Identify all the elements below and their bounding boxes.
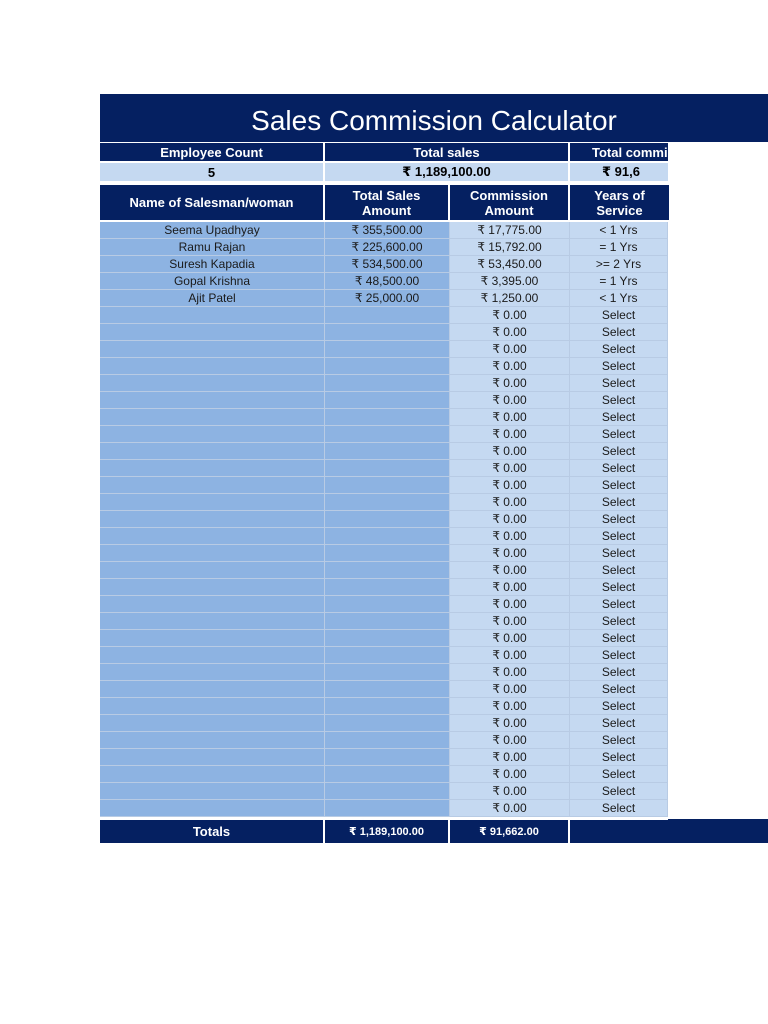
salesman-name-cell[interactable]: Ramu Rajan <box>100 239 325 256</box>
years-of-service-cell[interactable]: Select <box>570 579 668 596</box>
sales-amount-cell[interactable] <box>325 545 450 562</box>
sales-amount-cell[interactable] <box>325 358 450 375</box>
commission-amount-cell[interactable]: ₹ 0.00 <box>450 409 570 426</box>
years-of-service-cell[interactable]: Select <box>570 630 668 647</box>
table-row <box>100 460 668 477</box>
sales-amount-cell[interactable] <box>325 579 450 596</box>
commission-amount-cell[interactable]: ₹ 0.00 <box>450 698 570 715</box>
table-row <box>100 647 668 664</box>
table-row <box>100 239 668 256</box>
salesman-name-cell[interactable] <box>100 664 325 681</box>
commission-amount-cell[interactable]: ₹ 0.00 <box>450 375 570 392</box>
sales-amount-cell[interactable] <box>325 460 450 477</box>
sales-amount-cell[interactable] <box>325 494 450 511</box>
commission-amount-cell[interactable]: ₹ 0.00 <box>450 630 570 647</box>
totals-band-extension <box>668 819 768 843</box>
commission-amount-cell[interactable]: ₹ 53,450.00 <box>450 256 570 273</box>
commission-amount-cell[interactable]: ₹ 1,250.00 <box>450 290 570 307</box>
table-row <box>100 664 668 681</box>
commission-amount-cell[interactable]: ₹ 0.00 <box>450 460 570 477</box>
sales-amount-cell[interactable] <box>325 749 450 766</box>
sales-amount-cell[interactable] <box>325 307 450 324</box>
commission-amount-cell[interactable]: ₹ 0.00 <box>450 443 570 460</box>
salesman-name-cell[interactable] <box>100 307 325 324</box>
commission-amount-cell[interactable]: ₹ 0.00 <box>450 307 570 324</box>
years-of-service-cell[interactable]: Select <box>570 324 668 341</box>
commission-amount-cell[interactable]: ₹ 0.00 <box>450 341 570 358</box>
table-row <box>100 613 668 630</box>
table-row <box>100 392 668 409</box>
salesman-name-cell[interactable] <box>100 443 325 460</box>
totals-sales: ₹ 1,189,100.00 <box>325 820 448 843</box>
sales-amount-cell[interactable] <box>325 732 450 749</box>
commission-amount-cell[interactable]: ₹ 0.00 <box>450 596 570 613</box>
commission-amount-cell[interactable]: ₹ 0.00 <box>450 732 570 749</box>
years-of-service-cell[interactable]: Select <box>570 307 668 324</box>
table-row <box>100 715 668 732</box>
table-row <box>100 579 668 596</box>
years-of-service-cell[interactable]: Select <box>570 749 668 766</box>
years-of-service-cell[interactable]: Select <box>570 664 668 681</box>
salesman-name-cell[interactable] <box>100 732 325 749</box>
salesman-name-cell[interactable] <box>100 681 325 698</box>
salesman-name-cell[interactable] <box>100 477 325 494</box>
totals-label: Totals <box>100 820 323 843</box>
salesman-name-cell[interactable]: Seema Upadhyay <box>100 222 325 239</box>
total-sales-header: Total sales <box>325 143 568 161</box>
years-of-service-cell[interactable]: Select <box>570 715 668 732</box>
years-of-service-cell[interactable]: Select <box>570 613 668 630</box>
total-sales-value[interactable]: ₹ 1,189,100.00 <box>325 163 568 181</box>
table-row <box>100 222 668 239</box>
years-of-service-cell[interactable]: Select <box>570 545 668 562</box>
salesman-name-cell[interactable] <box>100 749 325 766</box>
commission-amount-cell[interactable]: ₹ 0.00 <box>450 324 570 341</box>
col-header-name: Name of Salesman/woman <box>100 185 323 220</box>
sales-amount-cell[interactable] <box>325 783 450 800</box>
table-row <box>100 732 668 749</box>
years-of-service-cell[interactable]: Select <box>570 766 668 783</box>
table-row <box>100 630 668 647</box>
years-of-service-cell[interactable]: Select <box>570 511 668 528</box>
sales-amount-cell[interactable] <box>325 324 450 341</box>
sales-amount-cell[interactable] <box>325 392 450 409</box>
commission-amount-cell[interactable]: ₹ 0.00 <box>450 766 570 783</box>
col-header-years <box>570 185 669 220</box>
years-of-service-cell[interactable]: Select <box>570 800 668 817</box>
years-of-service-cell[interactable]: Select <box>570 783 668 800</box>
commission-amount-cell[interactable]: ₹ 0.00 <box>450 494 570 511</box>
table-row <box>100 494 668 511</box>
salesman-name-cell[interactable] <box>100 426 325 443</box>
salesman-name-cell[interactable] <box>100 545 325 562</box>
years-of-service-cell[interactable]: Select <box>570 460 668 477</box>
years-of-service-cell[interactable]: = 1 Yrs <box>570 239 668 256</box>
table-row <box>100 681 668 698</box>
salesman-name-cell[interactable] <box>100 341 325 358</box>
sales-table <box>100 222 668 817</box>
salesman-name-cell[interactable] <box>100 596 325 613</box>
col-header-years-line1: Years of <box>594 187 645 203</box>
table-row <box>100 698 668 715</box>
years-of-service-cell[interactable]: Select <box>570 426 668 443</box>
salesman-name-cell[interactable]: Ajit Patel <box>100 290 325 307</box>
col-header-sales-line2: Amount <box>361 202 412 218</box>
totals-commission: ₹ 91,662.00 <box>450 820 568 843</box>
salesman-name-cell[interactable] <box>100 800 325 817</box>
salesman-name-cell[interactable]: Gopal Krishna <box>100 273 325 290</box>
salesman-name-cell[interactable] <box>100 630 325 647</box>
col-header-sales-line1: Total Sales <box>352 187 421 203</box>
sales-amount-cell[interactable]: ₹ 534,500.00 <box>325 256 450 273</box>
table-row <box>100 273 668 290</box>
years-of-service-cell[interactable]: Select <box>570 681 668 698</box>
table-row <box>100 477 668 494</box>
commission-amount-cell[interactable]: ₹ 0.00 <box>450 800 570 817</box>
salesman-name-cell[interactable] <box>100 698 325 715</box>
commission-amount-cell[interactable]: ₹ 3,395.00 <box>450 273 570 290</box>
salesman-name-cell[interactable] <box>100 715 325 732</box>
salesman-name-cell[interactable] <box>100 511 325 528</box>
table-row <box>100 409 668 426</box>
years-of-service-cell[interactable]: Select <box>570 562 668 579</box>
years-of-service-cell[interactable]: >= 2 Yrs <box>570 256 668 273</box>
salesman-name-cell[interactable] <box>100 375 325 392</box>
sales-amount-cell[interactable] <box>325 800 450 817</box>
commission-amount-cell[interactable]: ₹ 0.00 <box>450 477 570 494</box>
salesman-name-cell[interactable] <box>100 324 325 341</box>
total-commission-value[interactable]: ₹ 91,6 <box>570 163 668 181</box>
salesman-name-cell[interactable] <box>100 562 325 579</box>
sales-amount-cell[interactable]: ₹ 25,000.00 <box>325 290 450 307</box>
sales-amount-cell[interactable] <box>325 409 450 426</box>
years-of-service-cell[interactable]: < 1 Yrs <box>570 222 668 239</box>
column-header-row <box>100 185 669 221</box>
table-row <box>100 800 668 817</box>
table-row <box>100 545 668 562</box>
commission-amount-cell[interactable]: ₹ 0.00 <box>450 749 570 766</box>
col-header-commission-line1: Commission <box>469 187 548 203</box>
years-of-service-cell[interactable]: Select <box>570 358 668 375</box>
years-of-service-cell[interactable]: < 1 Yrs <box>570 290 668 307</box>
years-of-service-cell[interactable]: Select <box>570 647 668 664</box>
sales-amount-cell[interactable]: ₹ 48,500.00 <box>325 273 450 290</box>
employee-count-value[interactable]: 5 <box>100 163 323 181</box>
commission-amount-cell[interactable]: ₹ 0.00 <box>450 681 570 698</box>
total-commission-header: Total commi <box>570 143 668 161</box>
sales-amount-cell[interactable] <box>325 562 450 579</box>
table-row <box>100 443 668 460</box>
salesman-name-cell[interactable] <box>100 766 325 783</box>
sales-amount-cell[interactable] <box>325 681 450 698</box>
col-header-years-line2: Service <box>596 202 643 218</box>
table-row <box>100 766 668 783</box>
commission-amount-cell[interactable]: ₹ 0.00 <box>450 647 570 664</box>
sales-amount-cell[interactable] <box>325 341 450 358</box>
table-row <box>100 596 668 613</box>
table-row <box>100 358 668 375</box>
salesman-name-cell[interactable] <box>100 392 325 409</box>
table-row <box>100 375 668 392</box>
salesman-name-cell[interactable] <box>100 528 325 545</box>
table-row <box>100 290 668 307</box>
sales-amount-cell[interactable] <box>325 766 450 783</box>
salesman-name-cell[interactable] <box>100 613 325 630</box>
sales-amount-cell[interactable] <box>325 375 450 392</box>
table-row <box>100 341 668 358</box>
commission-amount-cell[interactable]: ₹ 0.00 <box>450 528 570 545</box>
years-of-service-cell[interactable]: Select <box>570 494 668 511</box>
totals-row <box>100 820 669 842</box>
commission-amount-cell[interactable]: ₹ 0.00 <box>450 783 570 800</box>
sales-amount-cell[interactable] <box>325 528 450 545</box>
totals-years <box>570 820 669 843</box>
salesman-name-cell[interactable] <box>100 409 325 426</box>
salesman-name-cell[interactable]: Suresh Kapadia <box>100 256 325 273</box>
table-row <box>100 307 668 324</box>
sales-amount-cell[interactable] <box>325 596 450 613</box>
table-row <box>100 324 668 341</box>
table-row <box>100 528 668 545</box>
table-row <box>100 426 668 443</box>
sales-amount-cell[interactable]: ₹ 225,600.00 <box>325 239 450 256</box>
sales-amount-cell[interactable] <box>325 698 450 715</box>
sales-amount-cell[interactable] <box>325 664 450 681</box>
sales-amount-cell[interactable]: ₹ 355,500.00 <box>325 222 450 239</box>
sales-amount-cell[interactable] <box>325 426 450 443</box>
salesman-name-cell[interactable] <box>100 358 325 375</box>
table-row <box>100 749 668 766</box>
years-of-service-cell[interactable]: Select <box>570 392 668 409</box>
col-header-sales <box>325 185 448 220</box>
table-row <box>100 783 668 800</box>
commission-amount-cell[interactable]: ₹ 0.00 <box>450 562 570 579</box>
page-title: Sales Commission Calculator <box>251 105 617 136</box>
employee-count-header: Employee Count <box>100 143 323 161</box>
commission-amount-cell[interactable]: ₹ 0.00 <box>450 664 570 681</box>
years-of-service-cell[interactable]: Select <box>570 477 668 494</box>
sales-amount-cell[interactable] <box>325 613 450 630</box>
commission-amount-cell[interactable]: ₹ 0.00 <box>450 715 570 732</box>
years-of-service-cell[interactable]: Select <box>570 409 668 426</box>
years-of-service-cell[interactable]: Select <box>570 732 668 749</box>
table-row <box>100 562 668 579</box>
salesman-name-cell[interactable] <box>100 783 325 800</box>
commission-amount-cell[interactable]: ₹ 0.00 <box>450 358 570 375</box>
commission-amount-cell[interactable]: ₹ 0.00 <box>450 511 570 528</box>
commission-amount-cell[interactable]: ₹ 0.00 <box>450 579 570 596</box>
table-row <box>100 511 668 528</box>
commission-amount-cell[interactable]: ₹ 17,775.00 <box>450 222 570 239</box>
years-of-service-cell[interactable]: = 1 Yrs <box>570 273 668 290</box>
years-of-service-cell[interactable]: Select <box>570 596 668 613</box>
years-of-service-cell[interactable]: Select <box>570 341 668 358</box>
years-of-service-cell[interactable]: Select <box>570 698 668 715</box>
salesman-name-cell[interactable] <box>100 647 325 664</box>
commission-amount-cell[interactable]: ₹ 0.00 <box>450 426 570 443</box>
commission-amount-cell[interactable]: ₹ 0.00 <box>450 545 570 562</box>
sales-amount-cell[interactable] <box>325 715 450 732</box>
salesman-name-cell[interactable] <box>100 579 325 596</box>
sales-amount-cell[interactable] <box>325 477 450 494</box>
years-of-service-cell[interactable]: Select <box>570 443 668 460</box>
salesman-name-cell[interactable] <box>100 494 325 511</box>
commission-amount-cell[interactable]: ₹ 15,792.00 <box>450 239 570 256</box>
sales-amount-cell[interactable] <box>325 630 450 647</box>
col-header-commission <box>450 185 568 220</box>
commission-amount-cell[interactable]: ₹ 0.00 <box>450 613 570 630</box>
salesman-name-cell[interactable] <box>100 460 325 477</box>
sales-amount-cell[interactable] <box>325 443 450 460</box>
summary-value-row <box>100 163 668 181</box>
table-row <box>100 256 668 273</box>
years-of-service-cell[interactable]: Select <box>570 528 668 545</box>
col-header-commission-line2: Amount <box>484 202 534 218</box>
sales-amount-cell[interactable] <box>325 511 450 528</box>
commission-amount-cell[interactable]: ₹ 0.00 <box>450 392 570 409</box>
summary-header-row <box>100 143 668 161</box>
years-of-service-cell[interactable]: Select <box>570 375 668 392</box>
sales-amount-cell[interactable] <box>325 647 450 664</box>
